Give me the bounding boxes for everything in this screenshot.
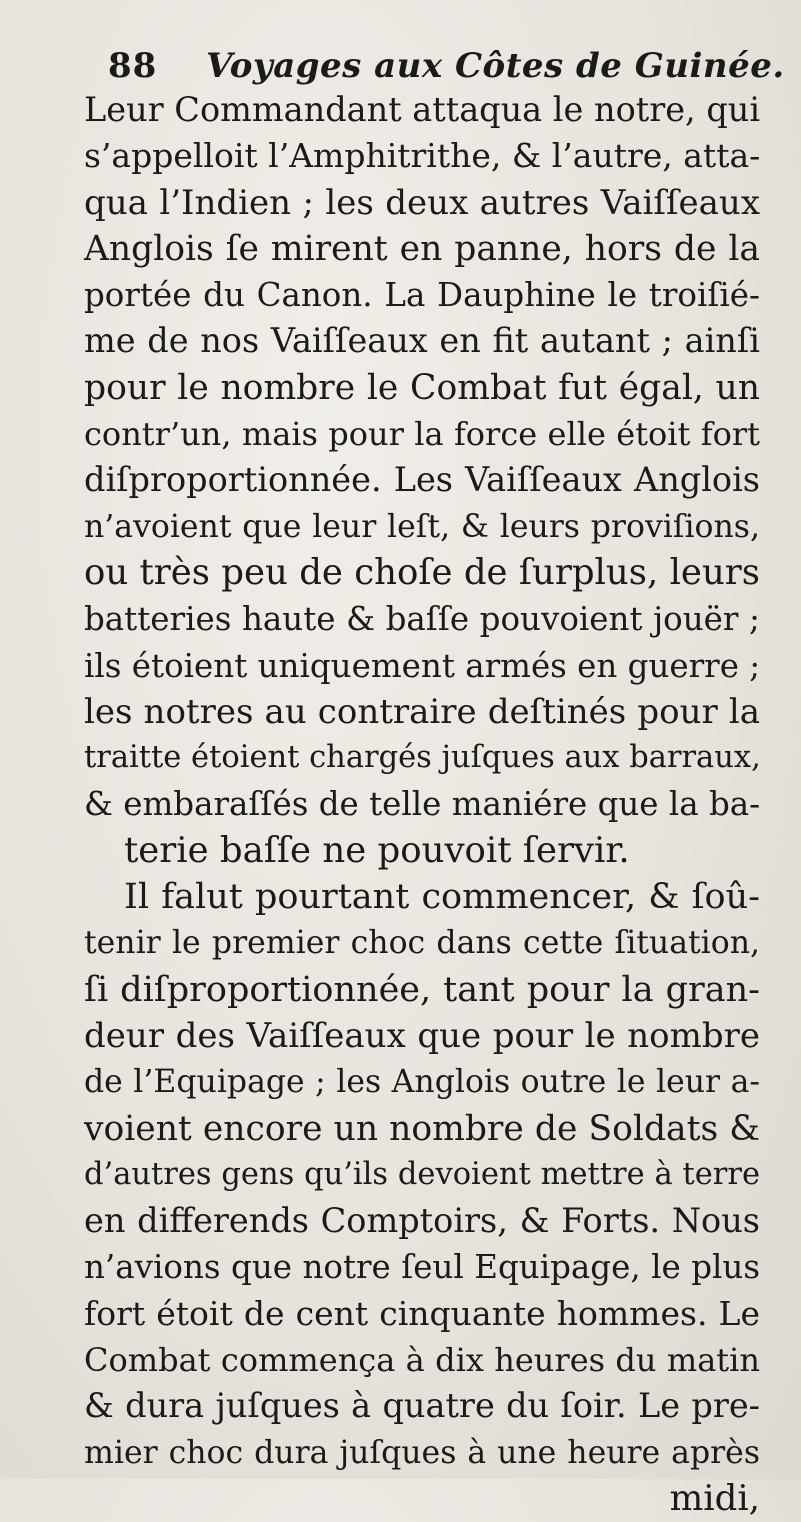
text-line: fort étoit de cent cinquante hommes. Le xyxy=(84,1293,760,1333)
text-line: mier choc dura juſques à une heure après xyxy=(84,1434,760,1471)
text-line: Combat commença à dix heures du matin xyxy=(84,1341,760,1380)
text-line: diſproportionnée. Les Vaiſſeaux Anglois xyxy=(84,460,760,500)
text-line: tenir le premier choc dans cette ſituation, xyxy=(84,925,760,962)
text-line: ſi diſproportionnée, tant pour la gran- xyxy=(84,969,760,1010)
page-number: 88 xyxy=(108,46,158,86)
running-head: Voyages aux Côtes de Guinée. xyxy=(206,46,785,86)
text-line: en differends Comptoirs, & Forts. Nous xyxy=(84,1201,760,1241)
text-line: contr’un, mais pour la force elle étoit fort xyxy=(84,415,760,454)
text-line: les notres au contraire deſtinés pour la xyxy=(84,691,760,732)
text-line: n’avions que notre ſeul Equipage, le plus xyxy=(84,1248,760,1287)
text-line: Leur Commandant attaqua le notre, qui xyxy=(84,90,761,129)
text-line: traitte étoient chargés juſques aux barraux, xyxy=(84,740,761,776)
text-line: n’avoient que leur leſt, & leurs proviſions, xyxy=(84,508,760,545)
text-line: & dura juſques à quatre du ſoir. Le pre- xyxy=(84,1386,760,1426)
text-line: batteries haute & baſſe pouvoient jouër ; xyxy=(84,600,760,639)
text-line: terie baſſe ne pouvoit ſervir. xyxy=(124,829,630,871)
text-line: Anglois ſe mirent en panne, hors de la xyxy=(84,228,760,269)
text-line: ou très peu de choſe de ſurplus, leurs xyxy=(84,551,760,593)
text-line: d’autres gens qu’ils devoient mettre à terre xyxy=(84,1156,760,1192)
paragraph-start-line: Il falut pourtant commencer, & ſoû- xyxy=(124,877,760,918)
body-text xyxy=(84,87,760,1522)
text-line: qua l’Indien ; les deux autres Vaiſſeaux xyxy=(84,182,760,223)
text-line: portée du Canon. La Dauphine le troiſié- xyxy=(84,276,760,315)
text-line: me de nos Vaiſſeaux en fit autant ; ainſi xyxy=(84,321,760,361)
text-line: de l’Equipage ; les Anglois outre le leur a- xyxy=(84,1064,760,1101)
text-line: pour le nombre le Combat fut égal, un xyxy=(84,367,760,408)
text-line: ils étoient uniquement armés en guerre ; xyxy=(84,646,761,685)
text-line: voient encore un nombre de Soldats & xyxy=(84,1108,760,1149)
catchword-line: midi, xyxy=(669,1477,760,1519)
text-line: s’appelloit l’Amphitrithe, & l’autre, atta- xyxy=(84,136,761,176)
page-header xyxy=(108,44,785,88)
text-line: & embaraſſés de telle maniére que la ba- xyxy=(84,785,761,824)
text-line: deur des Vaiſſeaux que pour le nombre xyxy=(84,1015,760,1056)
